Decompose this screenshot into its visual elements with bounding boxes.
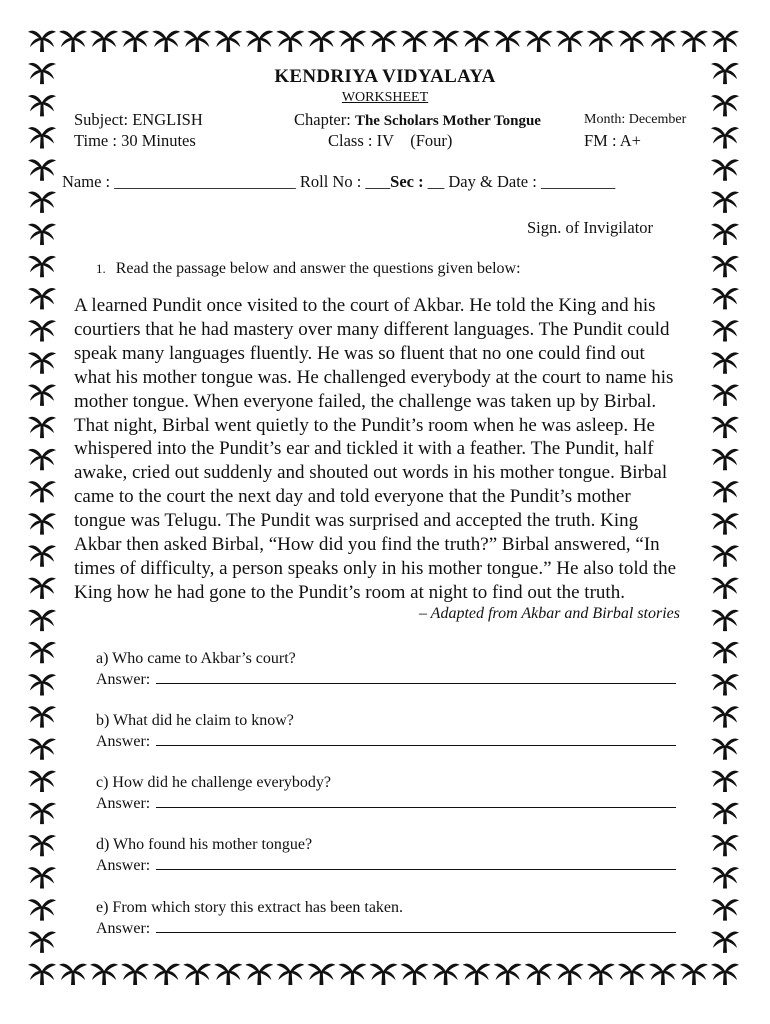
palm-tree-icon: [370, 964, 398, 985]
palm-tree-icon: [338, 964, 366, 985]
passage-line: tongue was Telugu. The Pundit was surprised and accepted the truth. King: [74, 510, 639, 532]
question-item: [96, 834, 676, 876]
question-text: e) From which story this extract has been taken.: [96, 899, 404, 916]
palm-tree-icon: [680, 31, 708, 52]
question-number: 1.: [96, 261, 106, 276]
palm-tree-icon: [649, 964, 677, 985]
answer-row: [96, 731, 676, 752]
palm-tree-icon: [711, 674, 739, 695]
palm-tree-icon: [307, 31, 335, 52]
palm-tree-icon: [556, 964, 584, 985]
palm-tree-icon: [59, 31, 87, 52]
palm-tree-icon: [711, 449, 739, 470]
question-text: a) Who came to Akbar’s court?: [96, 650, 296, 667]
instruction-text: Read the passage below and answer the questions given below:: [115, 260, 521, 277]
palm-tree-icon: [28, 159, 56, 180]
palm-tree-icon: [711, 545, 739, 566]
answer-row: [96, 855, 676, 876]
palm-tree-icon: [28, 256, 56, 277]
date-field[interactable]: _________: [540, 172, 616, 191]
palm-tree-icon: [711, 706, 739, 727]
passage-line: courtiers that he had mastery over many different languages. The Pundit could: [74, 318, 670, 340]
palm-tree-icon: [183, 31, 211, 52]
palm-tree-icon: [711, 835, 739, 856]
passage-source: – Adapted from Akbar and Birbal stories: [418, 605, 680, 622]
question-item: [96, 897, 676, 939]
palm-tree-icon: [711, 417, 739, 438]
palm-tree-icon: [711, 31, 739, 52]
palm-tree-icon: [711, 771, 739, 792]
passage-line: A learned Pundit once visited to the court of Akbar. He told the King and his: [74, 295, 656, 316]
fm-label: FM : A+: [584, 131, 641, 150]
palm-tree-icon: [28, 288, 56, 309]
chapter-prefix: Chapter:: [294, 110, 355, 129]
palm-tree-icon: [28, 127, 56, 148]
palm-tree-icon: [245, 31, 273, 52]
answer-label: Answer:: [96, 857, 155, 874]
palm-tree-icon: [711, 642, 739, 663]
palm-tree-icon: [28, 417, 56, 438]
palm-tree-icon: [711, 352, 739, 373]
palm-tree-icon: [711, 481, 739, 502]
palm-tree-icon: [28, 31, 56, 52]
palm-tree-icon: [28, 449, 56, 470]
reading-passage: [74, 294, 714, 605]
passage-line: came to the court the next day and told everyone that the Pundit’s mother: [74, 486, 631, 508]
palm-tree-icon: [587, 31, 615, 52]
palm-tree-icon: [276, 31, 304, 52]
palm-tree-icon: [28, 610, 56, 631]
palm-tree-icon: [90, 31, 118, 52]
palm-tree-icon: [711, 578, 739, 599]
palm-tree-icon: [711, 127, 739, 148]
palm-tree-icon: [28, 931, 56, 952]
palm-tree-icon: [28, 706, 56, 727]
answer-field[interactable]: [156, 918, 676, 933]
palm-tree-icon: [711, 867, 739, 888]
palm-tree-icon: [711, 320, 739, 341]
palm-tree-icon: [401, 964, 429, 985]
palm-tree-icon: [28, 545, 56, 566]
palm-tree-icon: [28, 738, 56, 759]
palm-tree-icon: [245, 964, 273, 985]
answer-row: [96, 918, 676, 939]
palm-tree-icon: [711, 288, 739, 309]
chapter-name: The Scholars Mother Tongue: [354, 113, 541, 129]
question-item: [96, 648, 676, 690]
palm-tree-icon: [711, 899, 739, 920]
palm-tree-icon: [711, 964, 739, 985]
palm-tree-icon: [618, 964, 646, 985]
passage-line: awake, cried out suddenly and shouted out words in his mother tongue. Birbal: [74, 462, 668, 484]
palm-tree-icon: [28, 513, 56, 534]
passage-line: speak many languages fluently. He was so fluent that no one could find out: [74, 342, 645, 364]
palm-tree-icon: [152, 964, 180, 985]
passage-line: mother tongue. When everyone failed, the challenge was taken up by Birbal.: [74, 390, 657, 412]
chapter-label: [294, 110, 541, 130]
palm-tree-icon: [59, 964, 87, 985]
palm-tree-icon: [28, 224, 56, 245]
palm-tree-icon: [525, 31, 553, 52]
name-field[interactable]: ______________________: [114, 172, 296, 191]
passage-line: That night, Birbal went quietly to the Pundit’s room when he was asleep. He: [74, 414, 655, 436]
palm-tree-icon: [618, 31, 646, 52]
palm-tree-icon: [401, 31, 429, 52]
palm-tree-icon: [307, 964, 335, 985]
answer-label: Answer:: [96, 733, 155, 750]
palm-tree-icon: [28, 192, 56, 213]
answer-label: Answer:: [96, 795, 155, 812]
answer-field[interactable]: [156, 669, 676, 684]
palm-tree-icon: [152, 31, 180, 52]
palm-tree-icon: [711, 256, 739, 277]
passage-line: whispered into the Pundit’s ear and tickled it with a feather. The Pundit, half: [74, 438, 654, 460]
sec-field[interactable]: __: [427, 172, 445, 191]
question-text: d) Who found his mother tongue?: [96, 836, 313, 853]
time-label: Time : 30 Minutes: [74, 131, 196, 150]
palm-tree-icon: [711, 159, 739, 180]
palm-tree-icon: [214, 964, 242, 985]
school-name: KENDRIYA VIDYALAYA: [274, 66, 496, 87]
sec-label: Sec :: [390, 172, 428, 191]
palm-tree-icon: [90, 964, 118, 985]
roll-label: Roll No :: [295, 172, 366, 191]
palm-tree-icon: [711, 738, 739, 759]
palm-tree-icon: [28, 320, 56, 341]
palm-tree-icon: [121, 964, 149, 985]
date-label: Day & Date :: [444, 172, 541, 191]
palm-tree-icon: [711, 513, 739, 534]
class-label: Class : IV (Four): [328, 131, 453, 150]
answer-label: Answer:: [96, 671, 155, 688]
palm-tree-icon: [525, 964, 553, 985]
palm-tree-icon: [463, 31, 491, 52]
question-instruction: [96, 260, 521, 278]
palm-tree-icon: [711, 803, 739, 824]
palm-tree-icon: [711, 385, 739, 406]
passage-line: what his mother tongue was. He challenged everybody at the court to name his: [74, 366, 674, 388]
question-text: b) What did he claim to know?: [96, 712, 294, 729]
question-text: c) How did he challenge everybody?: [96, 774, 332, 791]
palm-tree-icon: [28, 385, 56, 406]
palm-tree-icon: [28, 867, 56, 888]
palm-tree-icon: [370, 31, 398, 52]
palm-tree-icon: [587, 964, 615, 985]
palm-tree-icon: [28, 803, 56, 824]
palm-tree-icon: [28, 771, 56, 792]
palm-tree-icon: [649, 31, 677, 52]
answer-field[interactable]: [156, 855, 676, 870]
palm-tree-icon: [28, 578, 56, 599]
palm-tree-icon: [432, 31, 460, 52]
passage-line: Akbar then asked Birbal, “How did you find the truth?” Birbal answered, “In: [74, 534, 660, 556]
palm-tree-icon: [28, 835, 56, 856]
palm-tree-icon: [494, 964, 522, 985]
palm-tree-icon: [711, 192, 739, 213]
question-item: [96, 710, 676, 752]
palm-tree-icon: [28, 899, 56, 920]
palm-tree-icon: [276, 964, 304, 985]
answer-row: [96, 793, 676, 814]
palm-tree-icon: [711, 224, 739, 245]
palm-tree-icon: [214, 31, 242, 52]
palm-tree-icon: [28, 674, 56, 695]
answer-row: [96, 669, 676, 690]
palm-tree-icon: [28, 642, 56, 663]
answer-field[interactable]: [156, 731, 676, 746]
palm-tree-icon: [183, 964, 211, 985]
palm-tree-icon: [121, 31, 149, 52]
passage-line: times of difficulty, a person speaks only in his mother tongue.” He also told the: [74, 557, 677, 579]
subject-label: Subject: ENGLISH: [74, 110, 203, 129]
student-info-line: [62, 172, 615, 192]
worksheet-label: WORKSHEET: [341, 90, 429, 105]
palm-tree-icon: [494, 31, 522, 52]
invigilator-sign: Sign. of Invigilator: [527, 218, 654, 237]
passage-line: King how he had gone to the Pundit’s room at night to find out the truth.: [74, 581, 625, 603]
palm-tree-icon: [338, 31, 366, 52]
palm-tree-icon: [432, 964, 460, 985]
question-item: [96, 772, 676, 814]
palm-tree-icon: [463, 964, 491, 985]
palm-tree-icon: [680, 964, 708, 985]
palm-tree-icon: [28, 352, 56, 373]
name-label: Name :: [62, 172, 115, 191]
answer-label: Answer:: [96, 920, 155, 937]
palm-tree-icon: [556, 31, 584, 52]
palm-tree-icon: [711, 610, 739, 631]
month-label: Month: December: [584, 112, 687, 127]
palm-tree-icon: [28, 964, 56, 985]
palm-tree-icon: [711, 931, 739, 952]
palm-tree-icon: [28, 481, 56, 502]
roll-field[interactable]: ___: [365, 172, 391, 191]
answer-field[interactable]: [156, 793, 676, 808]
